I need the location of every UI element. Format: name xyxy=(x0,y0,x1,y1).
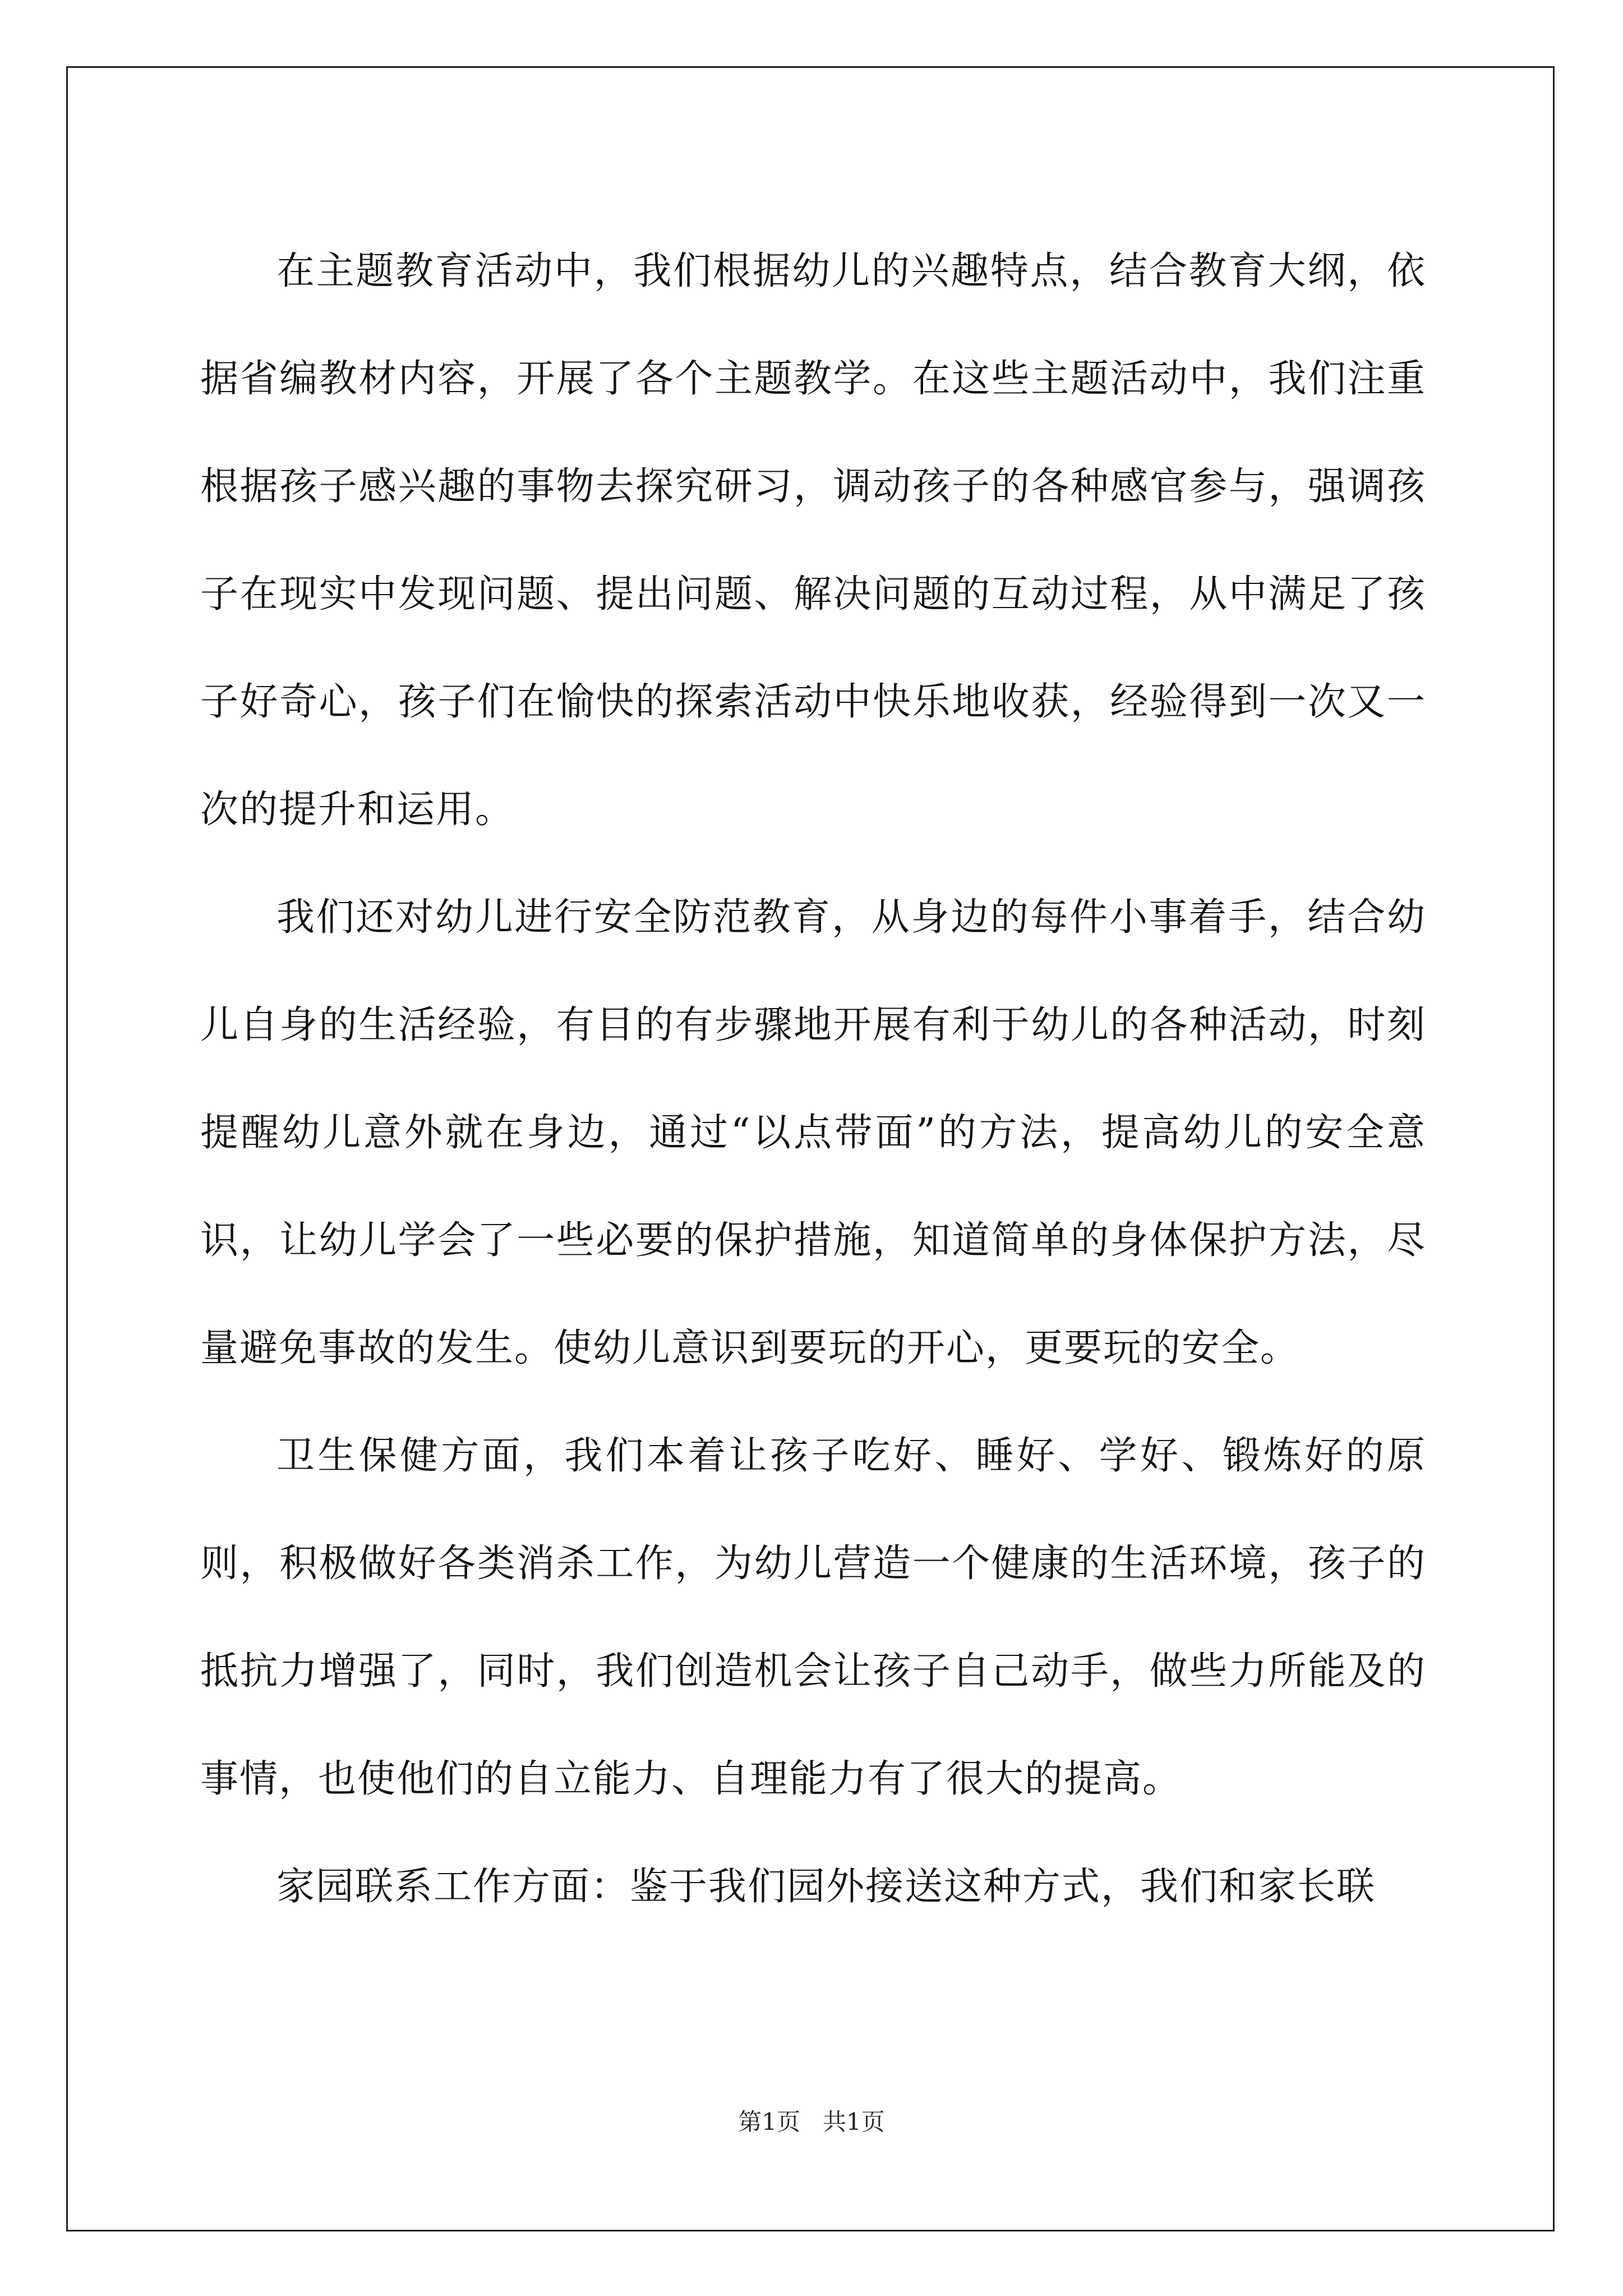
paragraph-health-care: 卫生保健方面，我们本着让孩子吃好、睡好、学好、锻炼好的原则，积极做好各类消杀工作，为幼儿营造一个健康的生活环境，孩子的抵抗力增强了，同时，我们创造机会让孩子自己动手，做些力所能及的事情，也使他们的自立能力、自理能力有了很大的提高。 xyxy=(200,1434,1426,1801)
paragraph-home-school-contact: 家园联系工作方面：鉴于我们园外接送这种方式，我们和家长联 xyxy=(276,1865,1376,1909)
document-body xyxy=(200,218,1426,1941)
paragraph-theme-education: 在主题教育活动中，我们根据幼儿的兴趣特点，结合教育大纲，依据省编教材内容，开展了各个主题教学。在这些主题活动中，我们注重根据孩子感兴趣的事物去探究研习，调动孩子的各种感官参与，强调孩子在现实中发现问题、提出问题、解决问题的互动过程，从中满足了孩子好奇心，孩子们在愉快的探索活动中快乐地收获，经验得到一次又一次的提升和运用。 xyxy=(200,249,1426,832)
paragraph-safety-education: 我们还对幼儿进行安全防范教育，从身边的每件小事着手，结合幼儿自身的生活经验，有目的有步骤地开展有利于幼儿的各种活动，时刻提醒幼儿意外就在身边，通过“以点带面”的方法，提高幼儿的安全意识，让幼儿学会了一些必要的保护措施，知道简单的身体保护方法，尽量避免事故的发生。使幼儿意识到要玩的开心，更要玩的安全。 xyxy=(200,895,1426,1370)
page-footer xyxy=(0,2104,1623,2137)
page-number: 第1页 共1页 xyxy=(738,2108,885,2136)
